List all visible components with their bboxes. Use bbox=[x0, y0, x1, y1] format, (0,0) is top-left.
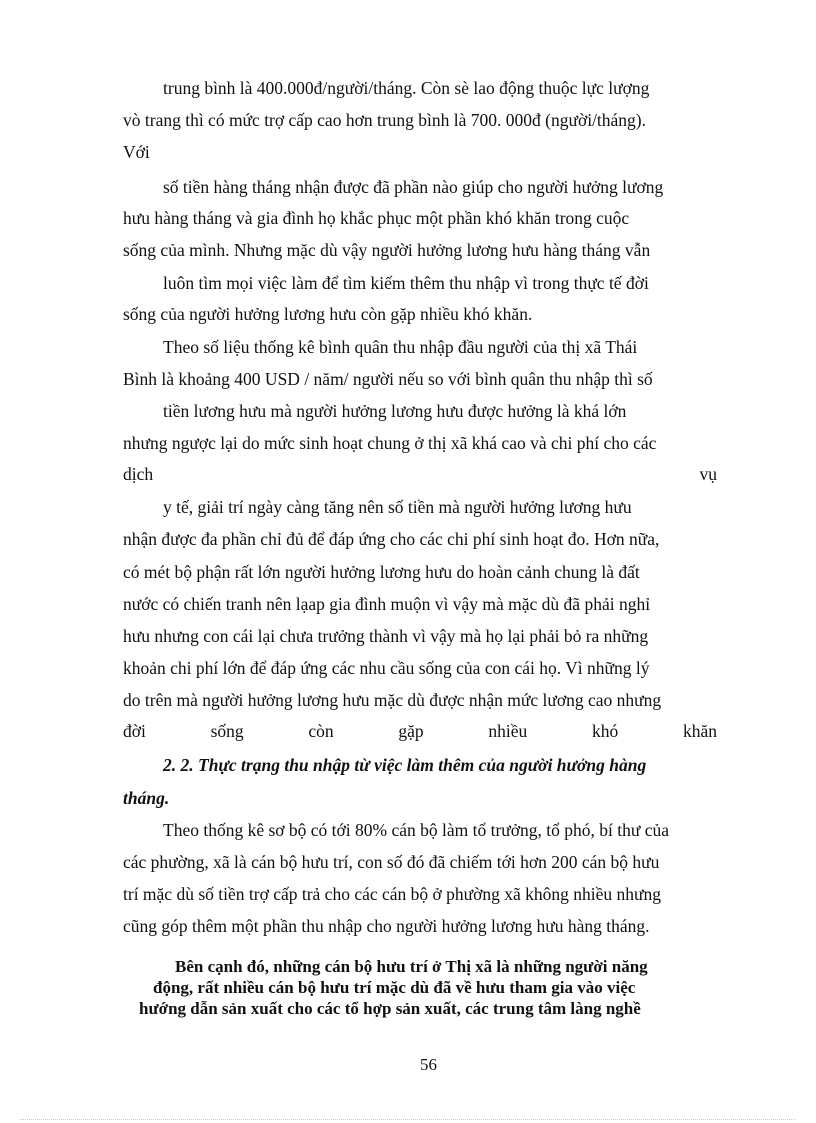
p5-line3-left: dịch bbox=[123, 464, 154, 484]
word: nhiều bbox=[488, 721, 528, 741]
p2-line2: hưu hàng tháng và gia đình họ khắc phục một phần khó khăn trong cuộc bbox=[123, 208, 630, 228]
footer-divider bbox=[20, 1119, 796, 1120]
p4-line1: Theo số liệu thống kê bình quân thu nhập đầu người của thị xã Thái bbox=[163, 337, 638, 357]
p6-line2: nhận được đa phần chỉ đủ để đáp ứng cho các chi phí sinh hoạt đo. Hơn nữa, bbox=[123, 529, 660, 549]
p6-line5: hưu nhưng con cái lại chưa trưởng thành vì vậy mà họ lại phải bỏ ra những bbox=[123, 626, 649, 646]
p5-line3-right: vụ bbox=[699, 464, 717, 484]
p6-line3: có mét bộ phận rất lớn người hưởng lương hưu do hoàn cảnh chung là đất bbox=[123, 562, 640, 582]
p2-line3: sống của mình. Nhưng mặc dù vậy người hưởng lương hưu hàng tháng vẫn bbox=[123, 240, 651, 260]
p6-line1: y tế, giải trí ngày càng tăng nên số tiền mà người hưởng lương hưu bbox=[163, 497, 632, 517]
p5-line2: nhưng ngược lại do mức sinh hoạt chung ở thị xã khá cao và chi phí cho các bbox=[123, 433, 657, 453]
section-heading-line1: 2. 2. Thực trạng thu nhập từ việc làm thêm của người hưởng hàng bbox=[163, 755, 647, 775]
page-number: 56 bbox=[420, 1055, 437, 1074]
p6-line6: khoản chi phí lớn để đáp ứng các nhu cầu sống của con cái họ. Vì những lý bbox=[123, 658, 650, 678]
p7-line4: cũng góp thêm một phần thu nhập cho người hưởng lương hưu hàng tháng. bbox=[123, 916, 650, 936]
p7-line3: trí mặc dù số tiền trợ cấp trả cho các cán bộ ở phường xã không nhiều nhưng bbox=[123, 884, 662, 904]
p5-line3 bbox=[123, 462, 717, 486]
p3-line2: sống của người hưởng lương hưu còn gặp nhiều khó khăn. bbox=[123, 304, 533, 324]
p6-line8 bbox=[123, 719, 717, 743]
p5-line1: tiền lương hưu mà người hưởng lương hưu được hưởng là khá lớn bbox=[163, 401, 627, 421]
p4-line2: Bình là khoảng 400 USD / năm/ người nếu so với bình quân thu nhập thì số bbox=[123, 369, 653, 389]
word: đời bbox=[123, 721, 146, 741]
word: gặp bbox=[398, 721, 424, 741]
p7-line2: các phường, xã là cán bộ hưu trí, con số đó đã chiếm tới hơn 200 cán bộ hưu bbox=[123, 852, 660, 872]
p1-line1: trung bình là 400.000đ/người/tháng. Còn sè lao động thuộc lực lượng bbox=[163, 78, 650, 98]
p8-line3: hướng dẫn sản xuất cho các tổ hợp sản xuất, các trung tâm làng nghề bbox=[139, 999, 641, 1018]
p2-line1: số tiền hàng tháng nhận được đã phần nào giúp cho người hưởng lương bbox=[163, 177, 664, 197]
p3-line1: luôn tìm mọi việc làm để tìm kiếm thêm thu nhập vì trong thực tế đời bbox=[163, 273, 649, 293]
word: còn bbox=[308, 721, 334, 741]
word: khăn bbox=[682, 721, 717, 741]
p1-line2: vò trang thì có mức trợ cấp cao hơn trung bình là 700. 000đ (người/tháng). bbox=[123, 110, 647, 130]
p8-line1: Bên cạnh đó, những cán bộ hưu trí ở Thị xã là những người năng bbox=[175, 957, 648, 976]
p8-line2: động, rất nhiều cán bộ hưu trí mặc dù đã về hưu tham gia vào việc bbox=[153, 978, 636, 997]
word: sống bbox=[210, 721, 244, 741]
word: khó bbox=[591, 721, 619, 741]
section-heading-line2: tháng. bbox=[123, 788, 170, 808]
p6-line4: nước có chiến tranh nên lạap gia đình muộn vì vậy mà mặc dù đã phải nghỉ bbox=[123, 594, 651, 614]
p1-line3: Với bbox=[123, 142, 150, 162]
p7-line1: Theo thống kê sơ bộ có tới 80% cán bộ làm tổ trưởng, tổ phó, bí thư của bbox=[163, 820, 670, 840]
p6-line7: do trên mà người hưởng lương hưu mặc dù được nhận mức lương cao nhưng bbox=[123, 690, 662, 710]
